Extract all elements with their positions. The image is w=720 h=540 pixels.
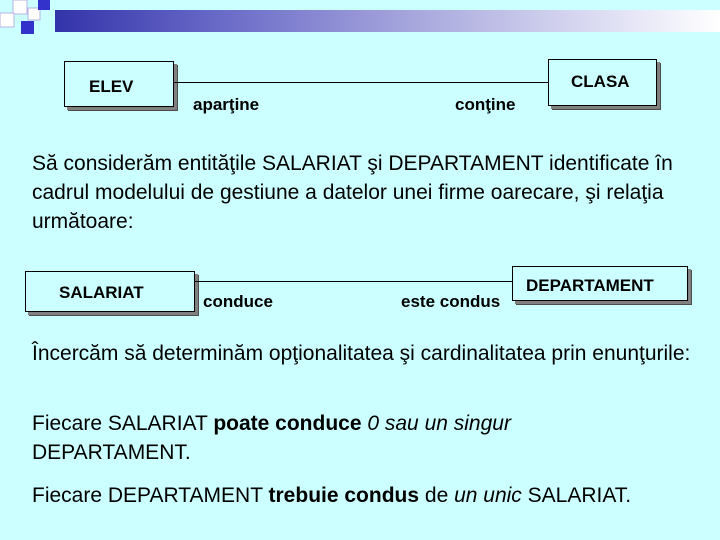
rule2-target: SALARIAT. [527,484,632,507]
rule2-preposition: de [424,484,449,507]
rule1-verb: poate conduce [213,412,362,435]
rule1-target: DEPARTAMENT. [32,441,191,464]
entity-salariat-label: SALARIAT [59,283,144,302]
rule2-quantifier: un unic [454,484,522,507]
relationship-line-2 [194,281,512,282]
entity-elev-label: ELEV [89,77,134,96]
relation-label-este-condus: este condus [401,292,501,311]
relation-label-apartine: aparţine [193,95,260,114]
entity-departament [512,266,688,301]
entity-salariat [25,271,195,312]
entity-clasa [548,59,657,106]
determination-paragraph: Încercăm să determinăm opţionalitatea şi cardinalitatea prin enunţurile: [32,342,691,365]
title-gradient-bar [55,10,720,32]
rule-departament [32,481,632,510]
intro-paragraph: Să considerăm entităţile SALARIAT şi DEPARTAMENT identificate în cadrul modelului de gestiune a datelor unei firme oarecare, şi relaţia următoare: [32,152,673,233]
relation-label-contine: conţine [455,95,516,114]
relationship-line-1 [173,82,548,83]
rule2-verb: trebuie condus [268,484,420,507]
corner-decoration [0,0,60,45]
relation-label-conduce: conduce [203,292,273,311]
rule1-quantifier: 0 sau un singur [367,412,511,435]
rule-salariat [32,409,632,467]
entity-clasa-label: CLASA [571,72,630,91]
entity-elev [64,61,174,107]
entity-departament-label: DEPARTAMENT [526,276,654,295]
rule2-entity: Fiecare DEPARTAMENT [32,484,263,507]
rule1-entity: Fiecare SALARIAT [32,412,208,435]
